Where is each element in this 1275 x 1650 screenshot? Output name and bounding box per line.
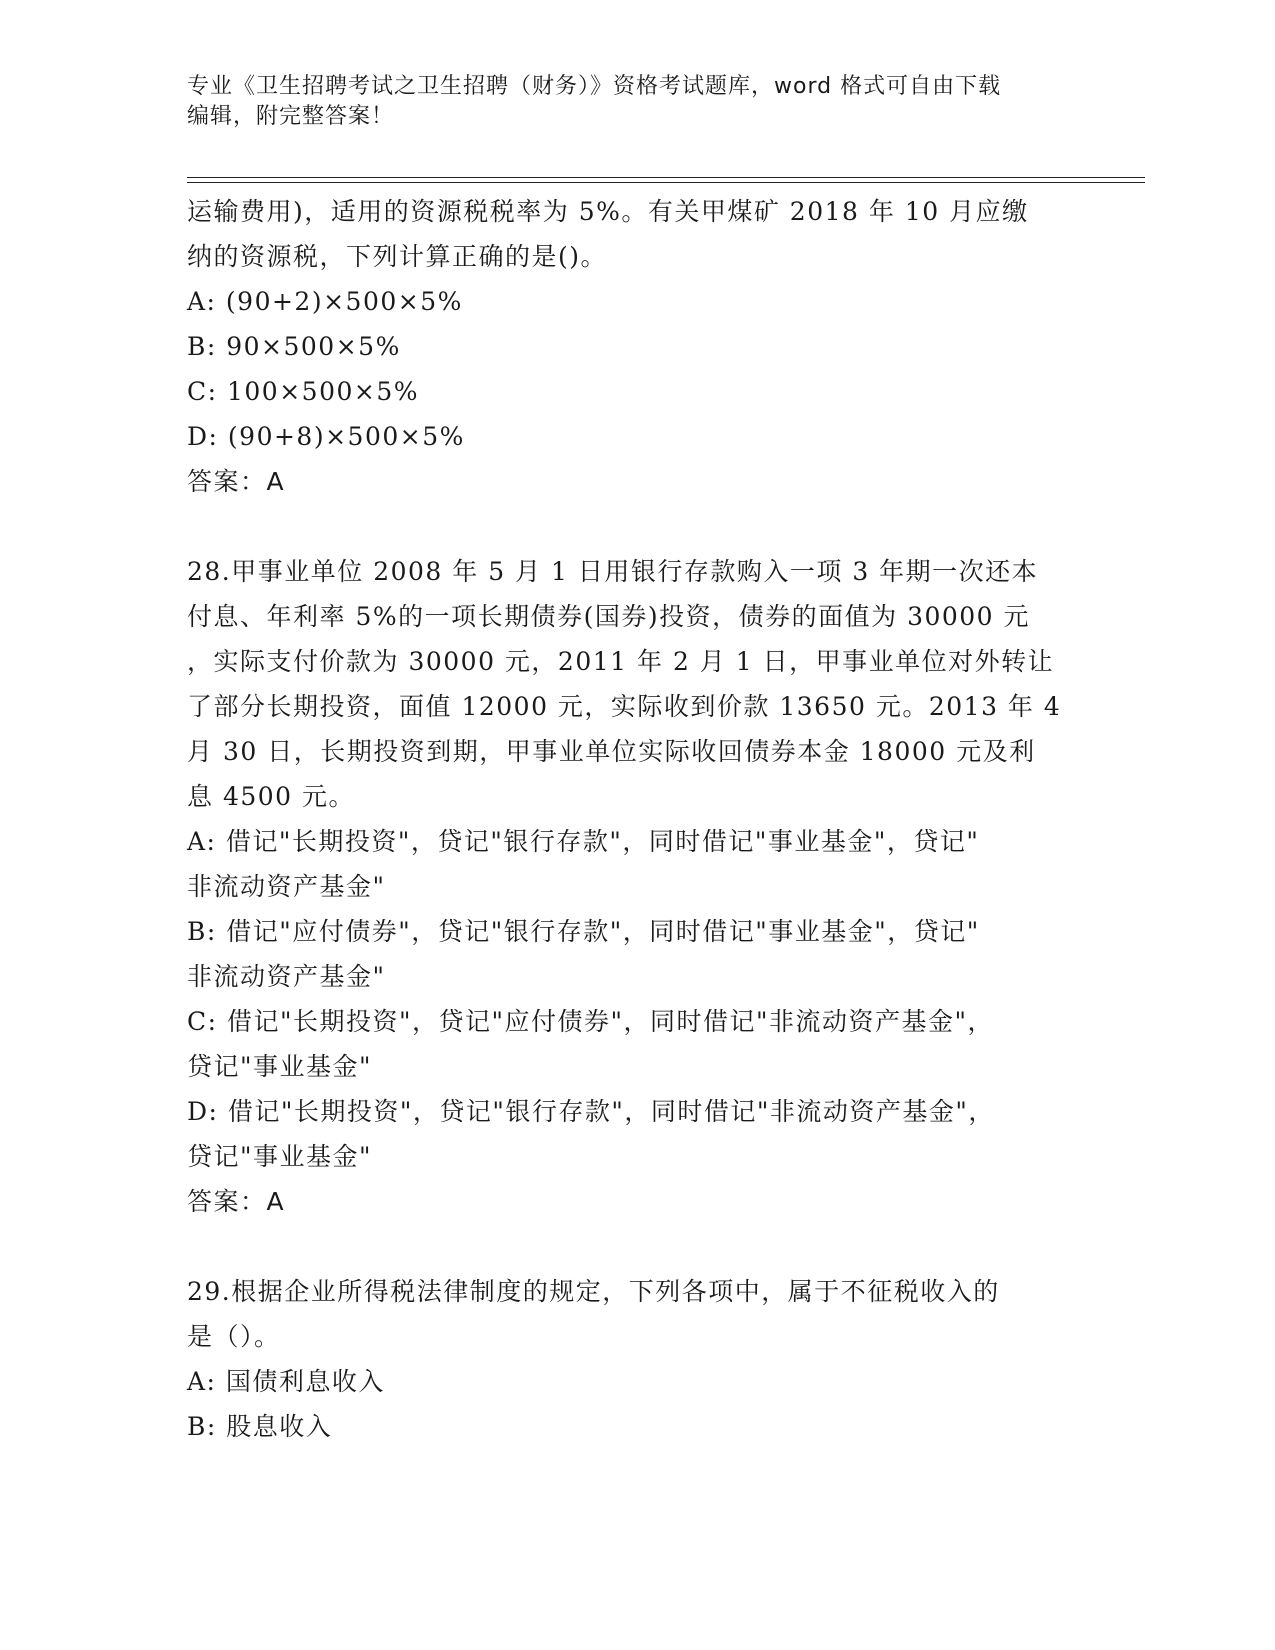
question-stem-line: 28.甲事业单位 2008 年 5 月 1 日用银行存款购入一项 3 年期一次还本 <box>187 557 1039 586</box>
question-stem-line: 是（）。 <box>187 1322 281 1351</box>
option-a: A: 借记"长期投资"，贷记"银行存款"，同时借记"事业基金"，贷记" <box>187 827 980 856</box>
question-stem-line: 了部分长期投资，面值 12000 元，实际收到价款 13650 元。2013 年 4 <box>187 692 1062 721</box>
option-a-continued: 非流动资产基金" <box>187 872 386 901</box>
option-a: A: (90+2)×500×5% <box>187 287 463 316</box>
document-header <box>187 72 1087 132</box>
spacer <box>187 504 1067 549</box>
question-28 <box>187 549 1067 1224</box>
answer-line: 答案：A <box>187 1187 286 1216</box>
header-line-2: 编辑，附完整答案！ <box>187 104 395 129</box>
header-divider-top <box>187 177 1145 178</box>
question-stem-line: 付息、年利率 5%的一项长期债券(国券)投资，债券的面值为 30000 元 <box>187 602 1031 631</box>
option-a: A: 国债利息收入 <box>187 1367 385 1396</box>
header-divider-bottom <box>187 182 1145 183</box>
spacer <box>187 1224 1067 1269</box>
option-b: B: 90×500×5% <box>187 332 401 361</box>
answer-line: 答案：A <box>187 467 286 496</box>
option-b-continued: 非流动资产基金" <box>187 962 386 991</box>
document-body <box>187 189 1067 1449</box>
option-c: C: 100×500×5% <box>187 377 419 406</box>
question-stem-line: ，实际支付价款为 30000 元，2011 年 2 月 1 日，甲事业单位对外转让 <box>187 647 1055 676</box>
option-b: B: 借记"应付债券"，贷记"银行存款"，同时借记"事业基金"，贷记" <box>187 917 980 946</box>
question-stem-line: 运输费用)，适用的资源税税率为 5%。有关甲煤矿 2018 年 10 月应缴 <box>187 197 1029 226</box>
option-d: D: 借记"长期投资"，贷记"银行存款"，同时借记"非流动资产基金"， <box>187 1097 995 1126</box>
question-stem-line: 息 4500 元。 <box>187 782 356 811</box>
option-c-continued: 贷记"事业基金" <box>187 1052 372 1081</box>
question-stem-line: 29.根据企业所得税法律制度的规定，下列各项中，属于不征税收入的 <box>187 1277 1000 1306</box>
option-d: D: (90+8)×500×5% <box>187 422 465 451</box>
question-stem-line: 纳的资源税，下列计算正确的是()。 <box>187 242 608 271</box>
option-d-continued: 贷记"事业基金" <box>187 1142 372 1171</box>
question-stem-line: 月 30 日，长期投资到期，甲事业单位实际收回债券本金 18000 元及利 <box>187 737 1036 766</box>
question-27 <box>187 189 1067 504</box>
header-line-1: 专业《卫生招聘考试之卫生招聘（财务）》资格考试题库，word 格式可自由下载 <box>187 74 1002 99</box>
option-c: C: 借记"长期投资"，贷记"应付债券"，同时借记"非流动资产基金"， <box>187 1007 994 1036</box>
option-b: B: 股息收入 <box>187 1412 333 1441</box>
question-29 <box>187 1269 1067 1449</box>
